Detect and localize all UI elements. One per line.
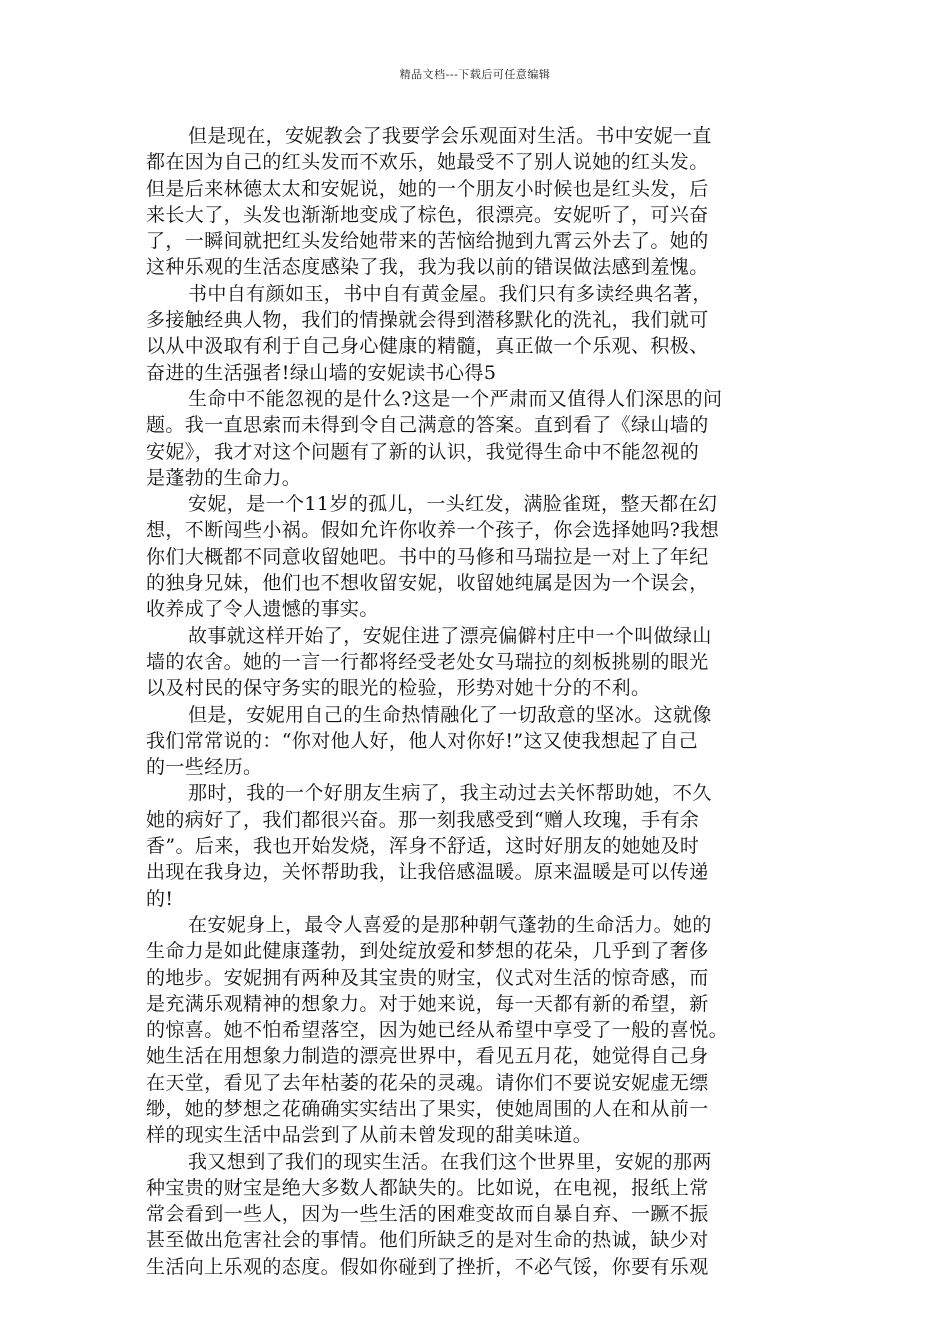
paragraph-line: 收养成了令人遗憾的事实。 bbox=[146, 598, 379, 621]
paragraph-line: 来长大了，头发也渐渐地变成了棕色，很漂亮。安妮听了，可兴奋 bbox=[146, 203, 709, 226]
paragraph-line: 题。我一直思索而未得到令自己满意的答案。直到看了《绿山墙的 bbox=[146, 414, 709, 437]
paragraph-line: 了，一瞬间就把红头发给她带来的苦恼给抛到九霄云外去了。她的 bbox=[146, 230, 709, 253]
paragraph-line: 我们常常说的：“你对他人好，他人对你好!”这又使我想起了自己 bbox=[146, 729, 699, 752]
paragraph-first-line: 在安妮身上，最令人喜爱的是那种朝气蓬勃的生命活力。她的 bbox=[188, 913, 712, 936]
paragraph-line: 安妮》，我才对这个问题有了新的认识，我觉得生命中不能忽视的 bbox=[146, 440, 700, 463]
paragraph-line: 在天堂，看见了去年枯萎的花朵的灵魂。请你们不要说安妮虚无缥 bbox=[146, 1071, 709, 1094]
paragraph-line: 出现在我身边，关怀帮助我，让我倍感温暖。原来温暖是可以传递 bbox=[146, 861, 709, 884]
paragraph-first-line: 安妮，是一个11岁的孤儿，一头红发，满脸雀斑，整天都在幻 bbox=[188, 493, 718, 516]
paragraph-line: 奋进的生活强者!绿山墙的安妮读书心得5 bbox=[146, 361, 497, 384]
paragraph-line: 墙的农舍。她的一言一行都将经受老处女马瑞拉的刻板挑剔的眼光 bbox=[146, 650, 709, 673]
paragraph-line: 她生活在用想象力制造的漂亮世界中，看见五月花，她觉得自己身 bbox=[146, 1045, 709, 1068]
paragraph-line: 甚至做出危害社会的事情。他们所缺乏的是对生命的热诚，缺少对 bbox=[146, 1229, 709, 1252]
paragraph-line: 生命力是如此健康蓬勃，到处绽放爱和梦想的花朵，几乎到了奢侈 bbox=[146, 940, 709, 963]
page-header: 精品文档---下载后可任意编辑 bbox=[399, 68, 551, 81]
paragraph-first-line: 但是现在，安妮教会了我要学会乐观面对生活。书中安妮一直 bbox=[188, 125, 712, 147]
paragraph-line: 香”。后来，我也开始发烧，浑身不舒适，这时好朋友的她她及时 bbox=[146, 835, 700, 858]
paragraph-line: 以及村民的保守务实的眼光的检验，形势对她十分的不利。 bbox=[146, 677, 651, 700]
paragraph-line: 想，不断闯些小祸。假如允许你收养一个孩子，你会选择她吗?我想 bbox=[146, 519, 720, 542]
paragraph-line: 的独身兄妹，他们也不想收留安妮，收留她纯属是因为一个误会， bbox=[146, 572, 709, 595]
paragraph-line: 她的病好了，我们都很兴奋。那一刻我感受到“赠人玫瑰，手有余 bbox=[146, 808, 700, 831]
paragraph-line: 常会看到一些人，因为一些生活的困难变故而自暴自弃、一蹶不振 bbox=[146, 1203, 709, 1226]
paragraph-line: 你们大概都不同意收留她吧。书中的马修和马瑞拉是一对上了年纪 bbox=[146, 545, 709, 568]
paragraph-line: 种宝贵的财宝是绝大多数人都缺失的。比如说，在电视，报纸上常 bbox=[146, 1176, 709, 1199]
paragraph-line: 以从中汲取有利于自己身心健康的精髓，真正做一个乐观、积极、 bbox=[146, 335, 709, 358]
paragraph-line: 都在因为自己的红头发而不欢乐，她最受不了别人说她的红头发。 bbox=[146, 151, 709, 174]
paragraph-line: 是蓬勃的生命力。 bbox=[146, 466, 302, 489]
paragraph-line: 但是后来林德太太和安妮说，她的一个朋友小时候也是红头发，后 bbox=[146, 177, 709, 200]
paragraph-line: 生活向上乐观的态度。假如你碰到了挫折，不必气馁，你要有乐观 bbox=[146, 1255, 709, 1278]
paragraph-line: 的地步。安妮拥有两种及其宝贵的财宝，仪式对生活的惊奇感，而 bbox=[146, 966, 709, 989]
paragraph-line: 样的现实生活中品尝到了从前未曾发现的甜美味道。 bbox=[146, 1124, 593, 1147]
paragraph-line: 这种乐观的生活态度感染了我，我为我以前的错误做法感到羞愧。 bbox=[146, 256, 709, 279]
paragraph-line: 的! bbox=[146, 887, 174, 910]
paragraph-line: 的一些经历。 bbox=[146, 756, 263, 779]
paragraph-line: 缈，她的梦想之花确确实实结出了果实，使她周围的人在和从前一 bbox=[146, 1097, 709, 1120]
paragraph-line: 是充满乐观精神的想象力。对于她来说，每一天都有新的希望，新 bbox=[146, 992, 709, 1015]
paragraph-line: 多接触经典人物，我们的情操就会得到潜移默化的洗礼，我们就可 bbox=[146, 309, 709, 332]
paragraph-first-line: 我又想到了我们的现实生活。在我们这个世界里，安妮的那两 bbox=[188, 1150, 712, 1173]
paragraph-first-line: 生命中不能忽视的是什么?这是一个严肃而又值得人们深思的问 bbox=[188, 387, 723, 410]
document-body bbox=[146, 123, 806, 1280]
paragraph-first-line: 故事就这样开始了，安妮住进了漂亮偏僻村庄中一个叫做绿山 bbox=[188, 624, 712, 647]
paragraph-first-line: 那时，我的一个好朋友生病了，我主动过去关怀帮助她，不久 bbox=[188, 782, 712, 805]
paragraph-first-line: 书中自有颜如玉，书中自有黄金屋。我们只有多读经典名著， bbox=[188, 282, 712, 305]
paragraph-first-line: 但是，安妮用自己的生命热情融化了一切敌意的坚冰。这就像 bbox=[188, 703, 712, 726]
paragraph-line: 的惊喜。她不怕希望落空，因为她已经从希望中享受了一般的喜悦。 bbox=[146, 1019, 729, 1042]
